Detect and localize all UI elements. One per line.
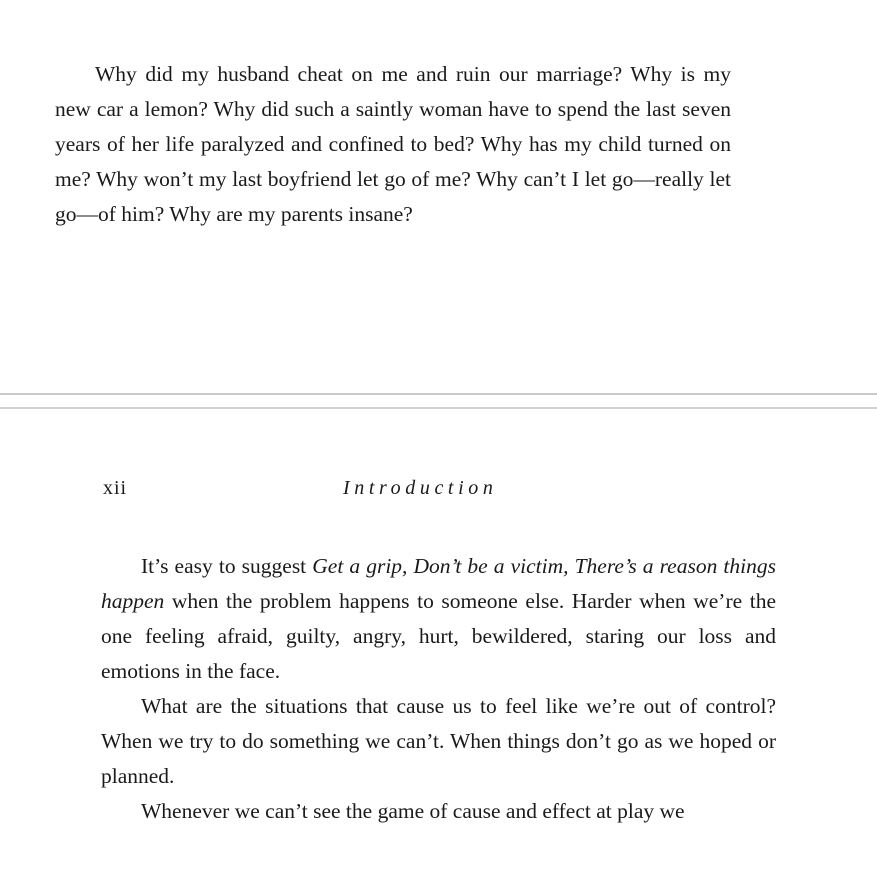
running-title: Introduction bbox=[343, 477, 498, 499]
running-head bbox=[0, 477, 877, 507]
paragraph-2: What are the situations that cause us to feel like we’re out of control? When we try to do something we can’t. When things don’t go as we hoped or planned. bbox=[101, 694, 776, 788]
paragraph-1-lead: It’s easy to suggest bbox=[141, 554, 313, 578]
top-paragraph: Why did my husband cheat on me and ruin our marriage? Why is my new car a lemon? Why did such a saintly woman have to spend the last seven years of her life paralyzed and confined to bed? Why has my child turned on me? Why won’t my last boyfriend let go of me? Why can’t I let go—really let go—of him? Why are my parents insane? bbox=[55, 62, 731, 226]
divider-line-lower bbox=[0, 407, 877, 409]
page-divider bbox=[0, 393, 877, 412]
top-page-text bbox=[55, 57, 731, 232]
top-page bbox=[0, 0, 877, 393]
bottom-page-text bbox=[101, 549, 776, 829]
paragraph-3: Whenever we can’t see the game of cause and effect at play we bbox=[141, 799, 685, 823]
paragraph-1 bbox=[101, 549, 776, 689]
bottom-page bbox=[0, 412, 877, 877]
divider-line-upper bbox=[0, 393, 877, 395]
page-number: xii bbox=[103, 477, 128, 499]
paragraph-1-rest: when the problem happens to someone else. Harder when we’re the one feeling afraid, guilty, angry, hurt, bewildered, staring our loss and emotions in the face. bbox=[101, 589, 776, 683]
paragraph-1-italic: Get a grip, Don’t be a victim, There’s a reason things happen bbox=[101, 554, 776, 613]
